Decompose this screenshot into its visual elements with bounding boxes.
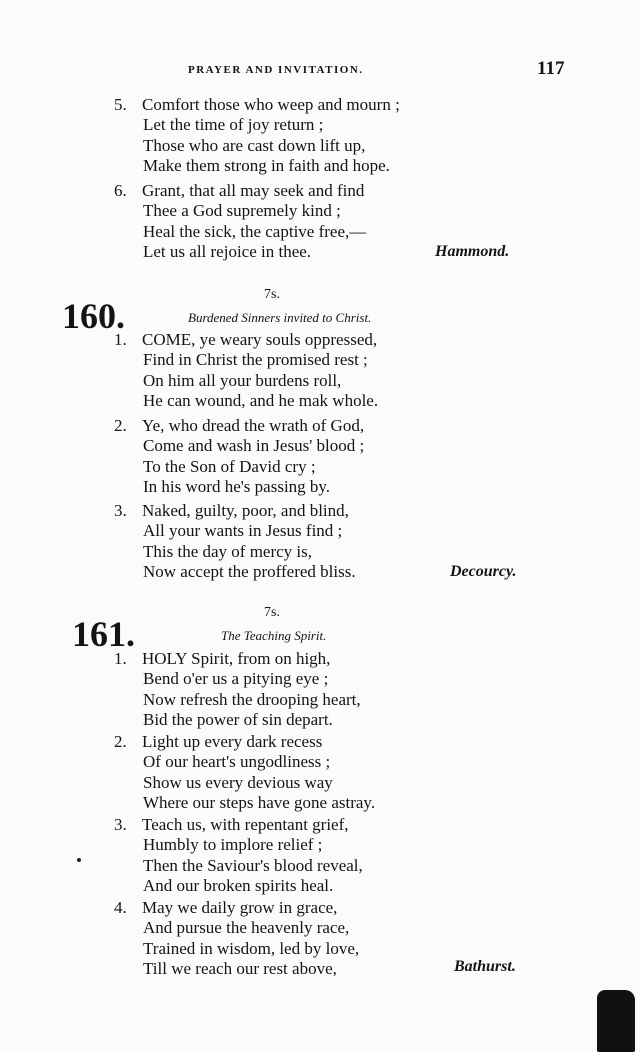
verse-line: In his word he's passing by. xyxy=(143,477,331,497)
verse-line: Find in Christ the promised rest ; xyxy=(143,350,368,370)
verse-line: This the day of mercy is, xyxy=(143,541,313,561)
verse-line: Of our heart's ungodliness ; xyxy=(143,752,331,772)
author-bathurst: Bathurst. xyxy=(454,958,516,975)
verse-line: Humbly to implore relief ; xyxy=(143,835,323,855)
verse-line: Till we reach our rest above, xyxy=(143,959,337,979)
verse-line: Show us every devious way xyxy=(143,772,333,792)
stanza-number: 5. xyxy=(114,95,127,114)
hymn-161-title: The Teaching Spirit. xyxy=(221,628,327,643)
stanza-number: 3. xyxy=(114,501,127,520)
hymn-161-number: 161. xyxy=(72,614,135,654)
verse-line: Comfort those who weep and mourn ; xyxy=(142,95,400,114)
verse-line: And our broken spirits heal. xyxy=(143,876,334,896)
hymn-160-number: 160. xyxy=(62,296,125,336)
verse-line: Where our steps have gone astray. xyxy=(143,793,376,813)
verse-line: Teach us, with repentant grief, xyxy=(142,815,349,834)
verse-line: To the Son of David cry ; xyxy=(143,456,316,476)
page-number: 117 xyxy=(537,58,565,79)
verse-line: Thee a God supremely kind ; xyxy=(143,201,341,221)
verse-line: Light up every dark recess xyxy=(142,732,323,751)
verse-line: Make them strong in faith and hope. xyxy=(143,156,390,176)
verse-line: Heal the sick, the captive free,— xyxy=(143,221,367,241)
stanza-number: 6. xyxy=(114,181,127,200)
verse-line: Now refresh the drooping heart, xyxy=(143,689,361,709)
ink-speck xyxy=(77,858,81,862)
verse-line: And pursue the heavenly race, xyxy=(143,918,350,938)
hymn-160-title: Burdened Sinners invited to Christ. xyxy=(188,310,372,325)
verse-line: HOLY Spirit, from on high, xyxy=(142,649,331,668)
verse-line: He can wound, and he mak whole. xyxy=(143,391,379,411)
verse-line: Then the Saviour's blood reveal, xyxy=(143,855,363,875)
stanza-number: 3. xyxy=(114,815,127,834)
verse-line: COME, ye weary souls oppressed, xyxy=(142,330,378,349)
running-title: PRAYER AND INVITATION. xyxy=(188,64,364,76)
verse-line: Let the time of joy return ; xyxy=(143,115,324,135)
verse-line: Now accept the proffered bliss. xyxy=(143,562,356,582)
verse-line: All your wants in Jesus find ; xyxy=(143,521,343,541)
stanza-number: 2. xyxy=(114,416,127,435)
author-hammond: Hammond. xyxy=(435,243,510,260)
hymn-161-meter: 7s. xyxy=(264,605,280,620)
verse-line: Those who are cast down lift up, xyxy=(143,135,366,155)
verse-line: Bend o'er us a pitying eye ; xyxy=(143,669,329,689)
hymn-160-meter: 7s. xyxy=(264,287,280,302)
verse-line: On him all your burdens roll, xyxy=(143,370,342,390)
verse-line: Come and wash in Jesus' blood ; xyxy=(143,436,365,456)
verse-line: Bid the power of sin depart. xyxy=(143,710,333,730)
author-decourcy: Decourcy. xyxy=(450,563,517,580)
verse-line: Let us all rejoice in thee. xyxy=(143,242,312,262)
verse-line: Trained in wisdom, led by love, xyxy=(143,938,360,958)
verse-line: May we daily grow in grace, xyxy=(142,898,338,917)
verse-line: Naked, guilty, poor, and blind, xyxy=(142,501,349,520)
verse-line: Ye, who dread the wrath of God, xyxy=(142,416,365,435)
stanza-number: 2. xyxy=(114,732,127,751)
stanza-number: 1. xyxy=(114,330,127,349)
stanza-number: 4. xyxy=(114,898,127,917)
ink-blot xyxy=(597,990,635,1052)
stanza-number: 1. xyxy=(114,649,127,668)
verse-line: Grant, that all may seek and find xyxy=(142,181,365,200)
